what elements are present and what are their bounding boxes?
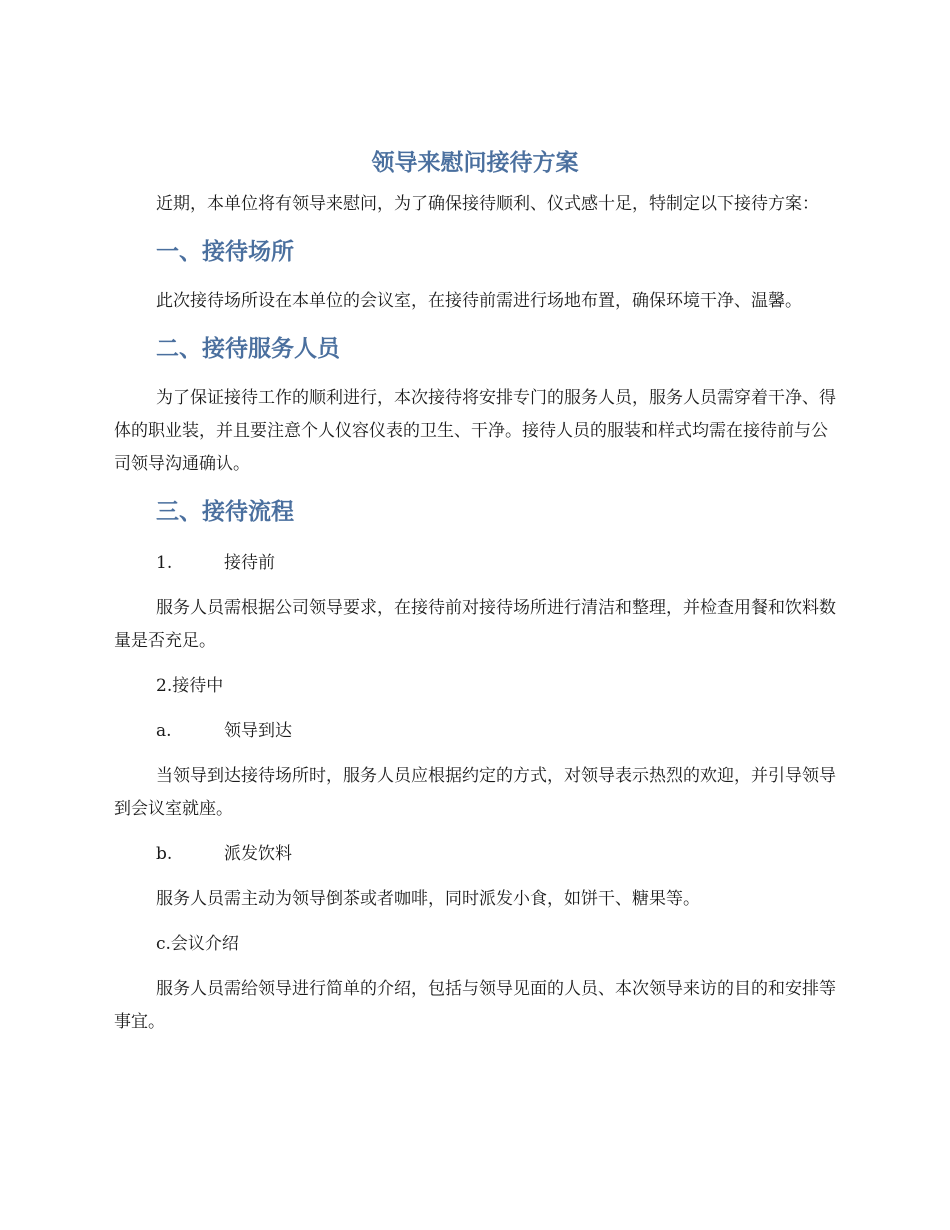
intro-paragraph: 近期，本单位将有领导来慰问，为了确保接待顺利、仪式感十足，特制定以下接待方案：: [156, 194, 819, 214]
drinks-paragraph: 服务人员需主动为领导倒茶或者咖啡，同时派发小食，如饼干、糖果等。: [156, 889, 700, 909]
venue-paragraph: 此次接待场所设在本单位的会议室，在接待前需进行场地布置，确保环境干净、温馨。: [156, 291, 802, 311]
document-title: 领导来慰问接待方案: [371, 150, 579, 176]
document-page: [114, 148, 836, 1039]
list-item-during: 2.接待中: [156, 676, 224, 696]
staff-paragraph: 为了保证接待工作的顺利进行，本次接待将安排专门的服务人员，服务人员需穿着干净、得体的职业装，并且要注意个人仪容仪表的卫生、干净。接待人员的服装和样式均需在接待前与公司领导沟通确认。: [114, 388, 836, 474]
sub-label: 领导到达: [224, 721, 292, 741]
list-marker: 1.: [156, 553, 173, 573]
sub-item-introduction: c.会议介绍: [156, 934, 239, 954]
sub-item-drinks: [114, 838, 836, 871]
section-heading-venue: 一、接待场所: [156, 239, 294, 265]
list-item-before: [114, 547, 836, 580]
before-paragraph: 服务人员需根据公司领导要求，在接待前对接待场所进行清洁和整理，并检查用餐和饮料数量是否充足。: [114, 598, 836, 651]
sub-label: 派发饮料: [224, 844, 292, 864]
sub-marker: a.: [156, 721, 172, 741]
introduction-paragraph: 服务人员需给领导进行简单的介绍，包括与领导见面的人员、本次领导来访的目的和安排等事宜。: [114, 979, 836, 1032]
section-heading-staff: 二、接待服务人员: [156, 336, 340, 362]
sub-item-arrival: [114, 715, 836, 748]
arrival-paragraph: 当领导到达接待场所时，服务人员应根据约定的方式，对领导表示热烈的欢迎，并引导领导到会议室就座。: [114, 766, 836, 819]
section-heading-process: 三、接待流程: [156, 499, 294, 525]
sub-marker: b.: [156, 844, 173, 864]
list-label: 接待前: [224, 553, 275, 573]
